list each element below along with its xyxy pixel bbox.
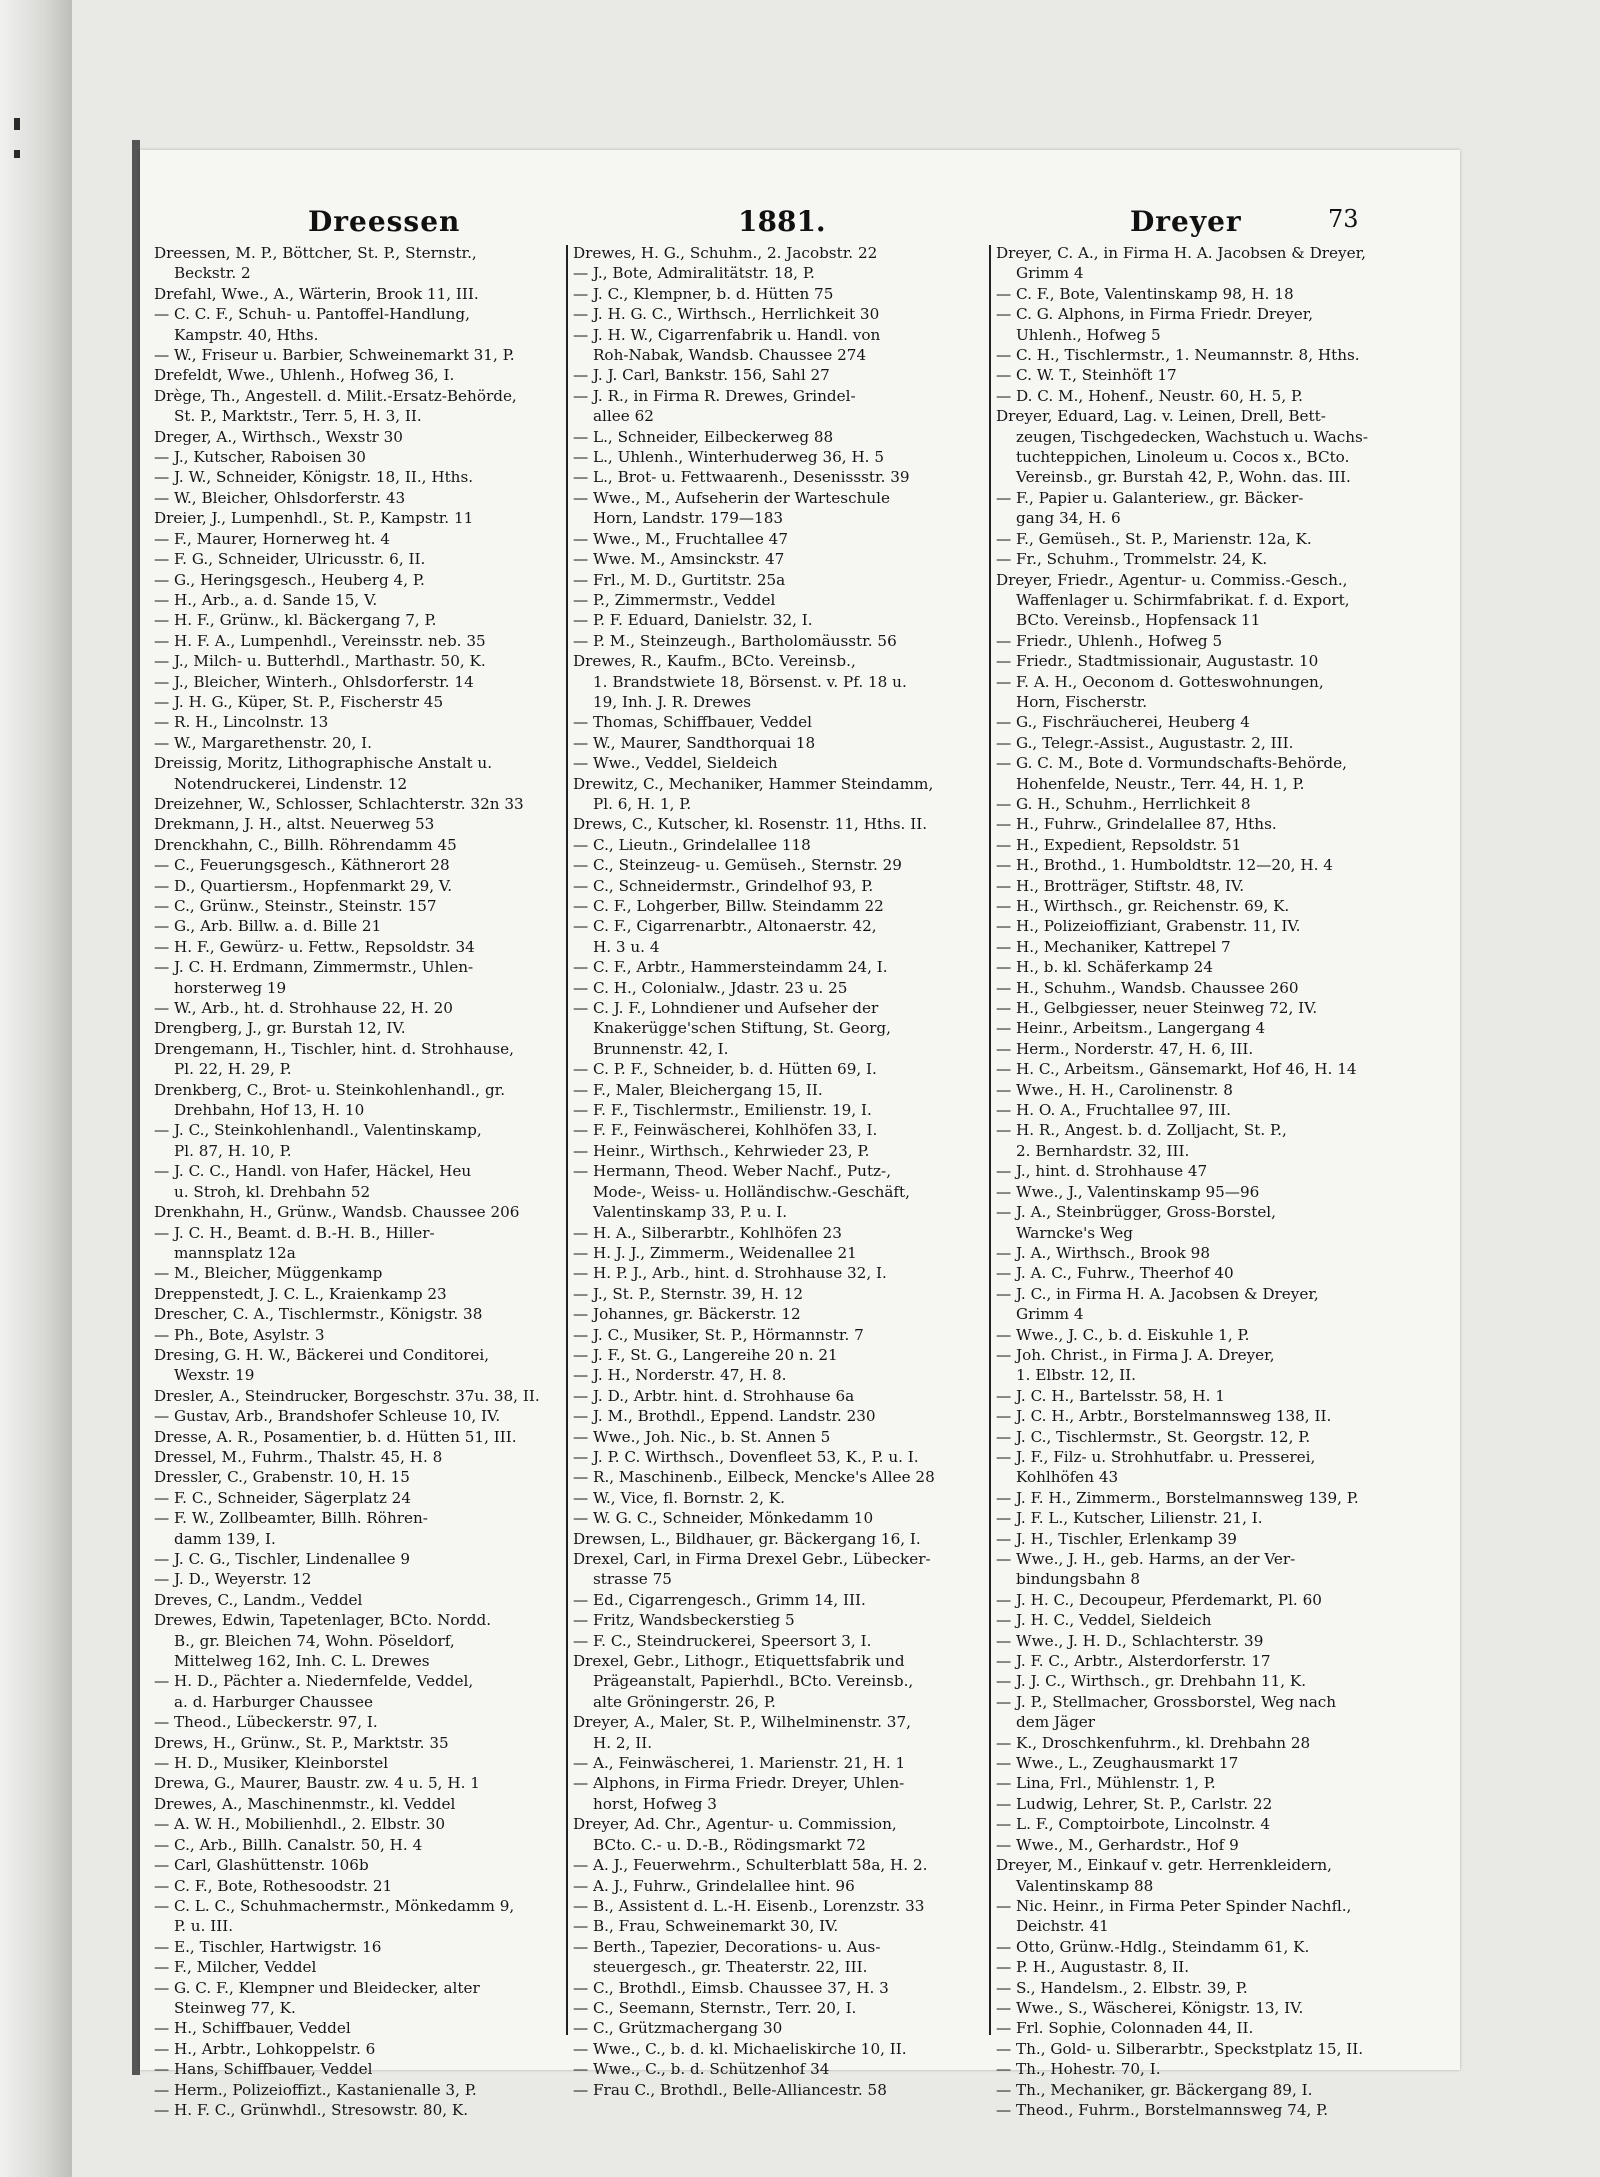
directory-entry-line: — S., Handelsm., 2. Elbstr. 39, P. — [996, 1978, 1248, 1997]
directory-entry-line: — J. C. H., Beamt. d. B.-H. B., Hiller- — [154, 1223, 435, 1242]
directory-entry-line: — W., Vice, fl. Bornstr. 2, K. — [573, 1488, 785, 1507]
directory-entry-line: — Wwe., Joh. Nic., b. St. Annen 5 — [573, 1427, 831, 1446]
directory-entry-line: allee 62 — [593, 407, 654, 426]
directory-entry-line: Mittelweg 162, Inh. C. L. Drewes — [174, 1652, 430, 1671]
directory-entry-line: Drexel, Carl, in Firma Drexel Gebr., Lübecker- — [573, 1550, 931, 1568]
directory-entry-line: Prägeanstalt, Papierhdl., BCto. Vereinsb., — [593, 1672, 914, 1691]
directory-entry-line: Drège, Th., Angestell. d. Milit.-Ersatz-Behörde, — [154, 386, 517, 405]
directory-entry-line: — W., Bleicher, Ohlsdorferstr. 43 — [154, 488, 406, 507]
directory-entry-line: tuchteppichen, Linoleum u. Cocos x., BCto. — [1016, 448, 1350, 467]
directory-entry-line: Drenkberg, C., Brot- u. Steinkohlenhandl., gr. — [154, 1080, 506, 1099]
directory-entry-line: — C., Arb., Billh. Canalstr. 50, H. 4 — [154, 1835, 423, 1854]
directory-entry-line: — J., hint. d. Strohhause 47 — [996, 1162, 1208, 1181]
directory-entry-line: — Th., Hohestr. 70, I. — [996, 2060, 1161, 2079]
directory-entry-line: — J. F., St. G., Langereihe 20 n. 21 — [573, 1345, 838, 1364]
directory-entry-line: — Frl. Sophie, Colonnaden 44, II. — [996, 2019, 1254, 2038]
directory-entry-line: Waffenlager u. Schirmfabrikat. f. d. Export, — [1016, 590, 1350, 609]
directory-entry-line: — J. J. Carl, Bankstr. 156, Sahl 27 — [573, 366, 830, 385]
directory-entry-line: — C. F., Bote, Valentinskamp 98, H. 18 — [996, 284, 1294, 303]
directory-entry-line: — H., Expedient, Repsoldstr. 51 — [996, 835, 1242, 854]
directory-entry-line: — Wwe., M., Gerhardstr., Hof 9 — [996, 1835, 1239, 1854]
directory-entry-line: P. u. III. — [174, 1917, 234, 1936]
directory-entry-line: — H., Wirthsch., gr. Reichenstr. 69, K. — [996, 897, 1290, 915]
directory-entry-line: Drexel, Gebr., Lithogr., Etiquettsfabrik und — [573, 1652, 905, 1671]
directory-entry-line: Drews, C., Kutscher, kl. Rosenstr. 11, Hths. II. — [573, 815, 928, 834]
directory-entry-line: — F. C., Steindruckerei, Speersort 3, I. — [573, 1631, 872, 1650]
directory-entry-line: — G., Fischräucherei, Heuberg 4 — [996, 713, 1250, 732]
directory-entry-line: — J. H. G. C., Wirthsch., Herrlichkeit 30 — [573, 305, 880, 324]
directory-entry-line: u. Stroh, kl. Drehbahn 52 — [174, 1182, 371, 1201]
directory-entry-line: Dreyer, A., Maler, St. P., Wilhelminenstr. 37, — [573, 1713, 911, 1732]
column-rule — [566, 245, 568, 2035]
directory-entry-line: Horn, Fischerstr. — [1016, 692, 1148, 711]
directory-entry-line: — Johannes, gr. Bäckerstr. 12 — [573, 1305, 801, 1324]
directory-entry-line: — P. M., Steinzeugh., Bartholomäusstr. 56 — [573, 631, 897, 650]
directory-entry-line: — Herm., Norderstr. 47, H. 6, III. — [996, 1039, 1254, 1058]
directory-entry-line: 1. Elbstr. 12, II. — [1016, 1366, 1136, 1385]
directory-entry-line: — Nic. Heinr., in Firma Peter Spinder Nachfl., — [996, 1896, 1352, 1915]
directory-entry-line: — C. L. C., Schuhmachermstr., Mönkedamm 9, — [154, 1896, 515, 1915]
directory-entry-line: a. d. Harburger Chaussee — [174, 1692, 374, 1711]
directory-entry-line: — C., Schneidermstr., Grindelhof 93, P. — [573, 876, 874, 895]
directory-entry-line: — F. G., Schneider, Ulricusstr. 6, II. — [154, 550, 426, 569]
directory-entry-line: — F., Maurer, Hornerweg ht. 4 — [154, 529, 390, 548]
directory-entry-line: Kohlhöfen 43 — [1016, 1468, 1119, 1487]
directory-entry-line: Vereinsb., gr. Burstah 42, P., Wohn. das. III. — [1016, 468, 1351, 487]
directory-entry-line: — F. W., Zollbeamter, Billh. Röhren- — [154, 1509, 428, 1528]
directory-entry-line: — H. F., Grünw., kl. Bäckergang 7, P. — [154, 611, 437, 630]
directory-entry-line: — C. F., Bote, Rothesoodstr. 21 — [154, 1876, 393, 1895]
directory-entry-line: — A. J., Feuerwehrm., Schulterblatt 58a, H. 2. — [573, 1856, 928, 1875]
directory-page — [140, 150, 1460, 2119]
directory-entry-line: Grimm 4 — [1016, 1305, 1084, 1324]
directory-entry-line: — Heinr., Arbeitsm., Langergang 4 — [996, 1019, 1266, 1038]
directory-entry-line: — Wwe., C., b. d. Schützenhof 34 — [573, 2060, 830, 2079]
directory-entry-line: — F., Gemüseh., St. P., Marienstr. 12a, K. — [996, 529, 1312, 548]
header-right-keyword: Dreyer — [1130, 205, 1242, 238]
directory-entry-line: — G., Heringsgesch., Heuberg 4, P. — [154, 570, 425, 589]
directory-entry-line: — Wwe. M., Amsinckstr. 47 — [573, 550, 785, 569]
directory-entry-line: — Otto, Grünw.-Hdlg., Steindamm 61, K. — [996, 1937, 1310, 1956]
directory-entry-line: — J. D., Arbtr. hint. d. Strohhause 6a — [573, 1386, 855, 1405]
directory-entry-line: — R. H., Lincolnstr. 13 — [154, 713, 329, 732]
directory-entry-line: strasse 75 — [593, 1570, 672, 1589]
directory-entry-line: Drews, H., Grünw., St. P., Marktstr. 35 — [154, 1733, 449, 1752]
directory-entry-line: — H. C., Arbeitsm., Gänsemarkt, Hof 46, H. 14 — [996, 1060, 1357, 1079]
directory-entry-line: Drefahl, Wwe., A., Wärterin, Brook 11, III. — [154, 284, 479, 303]
directory-entry-line: — H., Brotträger, Stiftstr. 48, IV. — [996, 876, 1245, 895]
directory-entry-line: — G. C. M., Bote d. Vormundschafts-Behörde, — [996, 754, 1347, 773]
directory-entry-line: — C. F., Cigarrenarbtr., Altonaerstr. 42, — [573, 917, 877, 936]
directory-entry-line: Dreier, J., Lumpenhdl., St. P., Kampstr. 11 — [154, 509, 474, 528]
directory-entry-line: Drewsen, L., Bildhauer, gr. Bäckergang 16, I. — [573, 1529, 921, 1548]
directory-entry-line: — J. C., Tischlermstr., St. Georgstr. 12, P. — [996, 1427, 1311, 1446]
directory-entry-line: Dresler, A., Steindrucker, Borgeschstr. 37u. 38, II. — [154, 1386, 540, 1405]
directory-entry-line: — L., Schneider, Eilbeckerweg 88 — [573, 427, 834, 446]
directory-entry-line: Beckstr. 2 — [174, 264, 251, 283]
directory-entry-line: — H., Brothd., 1. Humboldtstr. 12—20, H. 4 — [996, 856, 1333, 875]
directory-entry-line: — C. J. F., Lohndiener und Aufseher der — [573, 999, 879, 1018]
directory-entry-line: Dreves, C., Landm., Veddel — [154, 1590, 363, 1609]
directory-entry-line: — H. D., Pächter a. Niedernfelde, Veddel, — [154, 1672, 474, 1691]
directory-entry-line: — J. H. C., Decoupeur, Pferdemarkt, Pl. 60 — [996, 1590, 1322, 1609]
directory-entry-line: — Hans, Schiffbauer, Veddel — [154, 2060, 373, 2079]
directory-entry-line: — G., Arb. Billw. a. d. Bille 21 — [154, 917, 382, 936]
directory-entry-line: — Theod., Lübeckerstr. 97, I. — [154, 1713, 378, 1732]
directory-entry-line: — L., Brot- u. Fettwaarenh., Desenissstr. 39 — [573, 468, 910, 487]
directory-entry-line: 2. Bernhardstr. 32, III. — [1016, 1141, 1190, 1160]
directory-entry-line: H. 2, II. — [593, 1733, 653, 1752]
directory-entry-line: Pl. 87, H. 10, P. — [174, 1141, 292, 1160]
directory-entry-line: — J. C., Musiker, St. P., Hörmannstr. 7 — [573, 1325, 864, 1344]
directory-entry-line: — J. H. C., Veddel, Sieldeich — [996, 1611, 1212, 1630]
directory-entry-line: — A., Feinwäscherei, 1. Marienstr. 21, H. 1 — [573, 1754, 906, 1773]
directory-entry-line: — Wwe., H. H., Carolinenstr. 8 — [996, 1080, 1233, 1099]
column-3 — [996, 243, 1408, 2119]
directory-entry-line: 1. Brandstwiete 18, Börsenst. v. Pf. 18 u. — [593, 672, 907, 691]
directory-entry-line: — J. F. H., Zimmerm., Borstelmannsweg 139, P. — [996, 1488, 1359, 1507]
directory-entry-line: — Wwe., J. H., geb. Harms, an der Ver- — [996, 1550, 1296, 1568]
directory-entry-line: — Fr., Schuhm., Trommelstr. 24, K. — [996, 550, 1268, 569]
directory-entry-line: Drescher, C. A., Tischlermstr., Königstr. 38 — [154, 1305, 483, 1324]
directory-entry-line: — H. D., Musiker, Kleinborstel — [154, 1754, 389, 1773]
directory-entry-line: — Alphons, in Firma Friedr. Dreyer, Uhlen- — [573, 1774, 905, 1793]
directory-entry-line: — L., Uhlenh., Winterhuderweg 36, H. 5 — [573, 448, 885, 467]
page-edge — [132, 140, 140, 2075]
directory-entry-line: — C. P. F., Schneider, b. d. Hütten 69, I. — [573, 1060, 877, 1079]
directory-entry-line: Dreessen, M. P., Böttcher, St. P., Sternstr., — [154, 244, 477, 262]
directory-entry-line: — H., Arbtr., Lohkoppelstr. 6 — [154, 2039, 376, 2058]
directory-entry-line: — Ph., Bote, Asylstr. 3 — [154, 1325, 325, 1344]
directory-entry-line: — Wwe., J. H. D., Schlachterstr. 39 — [996, 1631, 1264, 1650]
page-number: 73 — [1328, 205, 1359, 233]
directory-entry-line: — C., Brothdl., Eimsb. Chaussee 37, H. 3 — [573, 1978, 889, 1997]
directory-entry-line: — F., Milcher, Veddel — [154, 1958, 317, 1977]
directory-entry-line: — B., Assistent d. L.-H. Eisenb., Lorenzstr. 33 — [573, 1896, 925, 1915]
directory-entry-line: — J. C. H. Erdmann, Zimmermstr., Uhlen- — [154, 958, 474, 977]
directory-entry-line: Uhlenh., Hofweg 5 — [1016, 325, 1161, 344]
directory-entry-line: Drenkhahn, H., Grünw., Wandsb. Chaussee 206 — [154, 1203, 520, 1222]
directory-entry-line: — Wwe., M., Fruchtallee 47 — [573, 529, 788, 548]
directory-entry-line: — J. C. H., Arbtr., Borstelmannsweg 138, II. — [996, 1407, 1332, 1426]
directory-entry-line: Dreyer, C. A., in Firma H. A. Jacobsen & Dreyer, — [996, 244, 1367, 262]
directory-entry-line: Wexstr. 19 — [174, 1366, 255, 1385]
directory-entry-line: B., gr. Bleichen 74, Wohn. Pöseldorf, — [174, 1631, 455, 1650]
directory-entry-line: — H., Mechaniker, Kattrepel 7 — [996, 937, 1231, 956]
directory-entry-line: — J. C., Klempner, b. d. Hütten 75 — [573, 284, 834, 303]
directory-entry-line: — Berth., Tapezier, Decorations- u. Aus- — [573, 1937, 881, 1956]
directory-entry-line: — Frau C., Brothdl., Belle-Alliancestr. 58 — [573, 2080, 887, 2099]
directory-entry-line: Pl. 22, H. 29, P. — [174, 1060, 292, 1079]
directory-entry-line: — H. P. J., Arb., hint. d. Strohhause 32, I. — [573, 1264, 887, 1283]
directory-entry-line: Dresse, A. R., Posamentier, b. d. Hütten 51, III. — [154, 1427, 517, 1446]
directory-entry-line: St. P., Marktstr., Terr. 5, H. 3, II. — [174, 407, 422, 426]
directory-entry-line: — H. F. C., Grünwhdl., Stresowstr. 80, K. — [154, 2100, 469, 2119]
directory-entry-line: BCto. C.- u. D.-B., Rödingsmarkt 72 — [593, 1835, 866, 1854]
directory-entry-line: Drefeldt, Wwe., Uhlenh., Hofweg 36, I. — [154, 366, 455, 385]
directory-entry-line: — C. C. F., Schuh- u. Pantoffel-Handlung, — [154, 305, 470, 324]
directory-entry-line: Dressler, C., Grabenstr. 10, H. 15 — [154, 1468, 410, 1487]
header-year: 1881. — [738, 205, 826, 238]
directory-entry-line: — J. A., Steinbrügger, Gross-Borstel, — [996, 1203, 1276, 1222]
directory-entry-line: Drengberg, J., gr. Burstah 12, IV. — [154, 1019, 406, 1038]
directory-entry-line: — Wwe., Veddel, Sieldeich — [573, 754, 778, 773]
directory-entry-line: — J. H., Norderstr. 47, H. 8. — [573, 1366, 787, 1385]
directory-entry-line: — G. H., Schuhm., Herrlichkeit 8 — [996, 794, 1251, 813]
directory-entry-line: — H., Schiffbauer, Veddel — [154, 2019, 351, 2038]
directory-entry-line: — D. C. M., Hohenf., Neustr. 60, H. 5, P. — [996, 386, 1303, 405]
directory-entry-line: — J. H. W., Cigarrenfabrik u. Handl. von — [573, 325, 881, 344]
directory-entry-line: — H. A., Silberarbtr., Kohlhöfen 23 — [573, 1223, 842, 1242]
directory-entry-line: — K., Droschkenfuhrm., kl. Drehbahn 28 — [996, 1733, 1311, 1752]
directory-entry-line: — H. F. A., Lumpenhdl., Vereinsstr. neb. 35 — [154, 631, 486, 650]
directory-entry-line: — Wwe., J. C., b. d. Eiskuhle 1, P. — [996, 1325, 1250, 1344]
directory-entry-line: — D., Quartiersm., Hopfenmarkt 29, V. — [154, 876, 453, 895]
directory-entry-line: — Theod., Fuhrm., Borstelmannsweg 74, P. — [996, 2100, 1329, 2119]
directory-entry-line: — J., St. P., Sternstr. 39, H. 12 — [573, 1284, 804, 1303]
directory-entry-line: BCto. Vereinsb., Hopfensack 11 — [1016, 611, 1261, 630]
directory-entry-line: Kampstr. 40, Hths. — [174, 325, 319, 344]
directory-entry-line: Drewes, A., Maschinenmstr., kl. Veddel — [154, 1794, 456, 1813]
directory-entry-line: — W., Friseur u. Barbier, Schweinemarkt 31, P. — [154, 346, 515, 365]
directory-entry-line: — C., Feuerungsgesch., Käthnerort 28 — [154, 856, 450, 875]
directory-entry-line: — F. F., Tischlermstr., Emilienstr. 19, I. — [573, 1101, 872, 1120]
directory-entry-line: — C. W. T., Steinhöft 17 — [996, 366, 1177, 385]
directory-entry-line: Drewes, H. G., Schuhm., 2. Jacobstr. 22 — [573, 244, 878, 262]
directory-entry-line: — H. R., Angest. b. d. Zolljacht, St. P., — [996, 1121, 1287, 1140]
directory-entry-line: — W. G. C., Schneider, Mönkedamm 10 — [573, 1509, 874, 1528]
directory-entry-line: — C., Steinzeug- u. Gemüseh., Sternstr. 29 — [573, 856, 902, 875]
directory-entry-line: Deichstr. 41 — [1016, 1917, 1109, 1936]
directory-entry-line: — J. W., Schneider, Königstr. 18, II., Hths. — [154, 468, 474, 487]
directory-entry-line: — H., Arb., a. d. Sande 15, V. — [154, 590, 378, 609]
directory-entry-line: — G. C. F., Klempner und Bleidecker, alter — [154, 1978, 480, 1997]
directory-entry-line: Drengemann, H., Tischler, hint. d. Strohhause, — [154, 1039, 514, 1058]
directory-entry-line: — J., Kutscher, Raboisen 30 — [154, 448, 366, 467]
directory-entry-line: 19, Inh. J. R. Drewes — [593, 692, 752, 711]
directory-entry-line: Drewitz, C., Mechaniker, Hammer Steindamm, — [573, 774, 934, 793]
directory-entry-line: — F., Papier u. Galanteriew., gr. Bäcker- — [996, 488, 1304, 507]
directory-entry-line: — P. H., Augustastr. 8, II. — [996, 1958, 1190, 1977]
directory-entry-line: — J., Bote, Admiralitätstr. 18, P. — [573, 264, 815, 283]
directory-entry-line: — W., Maurer, Sandthorquai 18 — [573, 733, 816, 752]
directory-entry-line: — P., Zimmermstr., Veddel — [573, 590, 776, 609]
directory-entry-line: mannsplatz 12a — [174, 1243, 296, 1262]
directory-entry-line: — J., Bleicher, Winterh., Ohlsdorferstr. 14 — [154, 672, 474, 691]
directory-entry-line: — J. F., Filz- u. Strohhutfabr. u. Presserei, — [996, 1447, 1316, 1466]
directory-entry-line: Valentinskamp 33, P. u. I. — [593, 1203, 788, 1222]
directory-entry-line: Dresing, G. H. W., Bäckerei und Conditorei, — [154, 1345, 490, 1364]
directory-entry-line: — R., Maschinenb., Eilbeck, Mencke's Allee 28 — [573, 1468, 935, 1487]
directory-entry-line: — J. C. H., Bartelsstr. 58, H. 1 — [996, 1386, 1225, 1405]
directory-entry-line: — H. F., Gewürz- u. Fettw., Repsoldstr. 34 — [154, 937, 475, 956]
directory-entry-line: Brunnenstr. 42, I. — [593, 1039, 729, 1058]
directory-entry-line: Dreger, A., Wirthsch., Wexstr 30 — [154, 427, 403, 446]
directory-entry-line: — Herm., Polizeioffizt., Kastanienalle 3, P. — [154, 2080, 477, 2099]
directory-entry-line: — F. F., Feinwäscherei, Kohlhöfen 33, I. — [573, 1121, 878, 1140]
directory-entry-line: Drehbahn, Hof 13, H. 10 — [174, 1101, 365, 1120]
directory-entry-line: Dreppenstedt, J. C. L., Kraienkamp 23 — [154, 1284, 447, 1303]
directory-entry-line: — Lina, Frl., Mühlenstr. 1, P. — [996, 1774, 1216, 1793]
directory-entry-line: — A. J., Fuhrw., Grindelallee hint. 96 — [573, 1876, 855, 1895]
directory-entry-line: — Hermann, Theod. Weber Nachf., Putz-, — [573, 1162, 892, 1181]
directory-entry-line: Drewes, R., Kaufm., BCto. Vereinsb., — [573, 652, 856, 671]
directory-entry-line: dem Jäger — [1016, 1713, 1096, 1732]
directory-entry-line: Warncke's Weg — [1016, 1223, 1133, 1242]
directory-entry-line: alte Gröningerstr. 26, P. — [593, 1692, 776, 1711]
directory-entry-line: — C. H., Colonialw., Jdastr. 23 u. 25 — [573, 978, 848, 997]
directory-entry-line: Notendruckerei, Lindenstr. 12 — [174, 774, 408, 793]
directory-entry-line: — Friedr., Uhlenh., Hofweg 5 — [996, 631, 1223, 650]
directory-entry-line: — J. F. L., Kutscher, Lilienstr. 21, I. — [996, 1509, 1263, 1528]
directory-entry-line: — J. F. C., Arbtr., Alsterdorferstr. 17 — [996, 1652, 1271, 1671]
directory-entry-line: Knakerügge'schen Stiftung, St. Georg, — [593, 1019, 891, 1038]
directory-entry-line: — C., Lieutn., Grindelallee 118 — [573, 835, 811, 854]
directory-entry-line: Hohenfelde, Neustr., Terr. 44, H. 1, P. — [1016, 774, 1305, 793]
directory-entry-line: Steinweg 77, K. — [174, 1998, 296, 2017]
directory-entry-line: Grimm 4 — [1016, 264, 1084, 283]
directory-entry-line: Roh-Nabak, Wandsb. Chaussee 274 — [593, 346, 867, 365]
directory-entry-line: — J. P., Stellmacher, Grossborstel, Weg nach — [996, 1692, 1337, 1711]
directory-entry-line: — J. H., Tischler, Erlenkamp 39 — [996, 1529, 1237, 1548]
directory-entry-line: — J. C., in Firma H. A. Jacobsen & Dreyer, — [996, 1284, 1319, 1303]
directory-entry-line: Dreissig, Moritz, Lithographische Anstalt u. — [154, 754, 493, 773]
directory-entry-line: steuergesch., gr. Theaterstr. 22, III. — [593, 1958, 868, 1977]
directory-entry-line: Dreyer, Ad. Chr., Agentur- u. Commission, — [573, 1815, 897, 1834]
directory-entry-line: Dreyer, Friedr., Agentur- u. Commiss.-Gesch., — [996, 570, 1348, 589]
page-header — [140, 205, 1460, 239]
directory-entry-line: — Wwe., J., Valentinskamp 95—96 — [996, 1182, 1260, 1201]
directory-entry-line: — C. F., Lohgerber, Billw. Steindamm 22 — [573, 897, 884, 915]
directory-entry-line: horsterweg 19 — [174, 978, 287, 997]
directory-entry-line: — H. J. J., Zimmerm., Weidenallee 21 — [573, 1243, 857, 1262]
directory-entry-line: — F., Maler, Bleichergang 15, II. — [573, 1080, 823, 1099]
directory-entry-line: — Th., Gold- u. Silberarbtr., Speckstplatz 15, II. — [996, 2039, 1364, 2058]
directory-entry-line: — B., Frau, Schweinemarkt 30, IV. — [573, 1917, 839, 1936]
directory-entry-line: Dreyer, Eduard, Lag. v. Leinen, Drell, Bett- — [996, 407, 1326, 426]
directory-entry-line: — J. C., Steinkohlenhandl., Valentinskamp, — [154, 1121, 482, 1140]
directory-entry-line: — H., b. kl. Schäferkamp 24 — [996, 958, 1213, 977]
directory-entry-line: horst, Hofweg 3 — [593, 1794, 717, 1813]
left-margin — [0, 0, 72, 2177]
directory-entry-line: — H. O. A., Fruchtallee 97, III. — [996, 1101, 1231, 1120]
directory-entry-line: Dreizehner, W., Schlosser, Schlachterstr. 32n 33 — [154, 794, 524, 813]
directory-entry-line: — C. H., Tischlermstr., 1. Neumannstr. 8, Hths. — [996, 346, 1360, 365]
directory-entry-line: — Wwe., C., b. d. kl. Michaeliskirche 10, II. — [573, 2039, 907, 2058]
directory-entry-line: Mode-, Weiss- u. Holländischw.-Geschäft, — [593, 1182, 910, 1201]
directory-entry-line: — J. H. G., Küper, St. P., Fischerstr 45 — [154, 692, 444, 711]
directory-entry-line: — J. A., Wirthsch., Brook 98 — [996, 1243, 1211, 1262]
directory-entry-line: Drewes, Edwin, Tapetenlager, BCto. Nordd. — [154, 1611, 492, 1630]
directory-entry-line: — Frl., M. D., Gurtitstr. 25a — [573, 570, 786, 589]
directory-entry-line: — Ed., Cigarrengesch., Grimm 14, III. — [573, 1590, 866, 1609]
directory-entry-line: Drewa, G., Maurer, Baustr. zw. 4 u. 5, H. 1 — [154, 1774, 480, 1793]
directory-entry-line: bindungsbahn 8 — [1016, 1570, 1140, 1589]
directory-entry-line: — J. M., Brothdl., Eppend. Landstr. 230 — [573, 1407, 876, 1426]
directory-entry-line: — M., Bleicher, Müggenkamp — [154, 1264, 383, 1283]
directory-entry-line: — W., Margarethenstr. 20, I. — [154, 733, 372, 752]
directory-entry-line: — C. F., Arbtr., Hammersteindamm 24, I. — [573, 958, 888, 977]
margin-speck — [14, 118, 20, 130]
directory-entry-line: — Gustav, Arb., Brandshofer Schleuse 10, IV. — [154, 1407, 501, 1426]
directory-entry-line: — L. F., Comptoirbote, Lincolnstr. 4 — [996, 1815, 1271, 1834]
directory-entry-line: — H., Fuhrw., Grindelallee 87, Hths. — [996, 815, 1277, 834]
directory-entry-line: — C. G. Alphons, in Firma Friedr. Dreyer, — [996, 305, 1314, 324]
directory-entry-line: — Th., Mechaniker, gr. Bäckergang 89, I. — [996, 2080, 1313, 2099]
directory-entry-line: — J. P. C. Wirthsch., Dovenfleet 53, K., P. u. I. — [573, 1447, 919, 1466]
directory-entry-line: Pl. 6, H. 1, P. — [593, 794, 692, 813]
directory-entry-line: — C., Seemann, Sternstr., Terr. 20, I. — [573, 1998, 857, 2017]
directory-entry-line: damm 139, I. — [174, 1529, 276, 1548]
directory-entry-line: — J. C. G., Tischler, Lindenallee 9 — [154, 1550, 410, 1568]
directory-entry-line: H. 3 u. 4 — [593, 937, 660, 956]
directory-entry-line: — J. A. C., Fuhrw., Theerhof 40 — [996, 1264, 1234, 1283]
directory-entry-line: — H., Gelbgiesser, neuer Steinweg 72, IV. — [996, 999, 1318, 1018]
directory-entry-line: — Friedr., Stadtmissionair, Augustastr. 10 — [996, 652, 1319, 671]
directory-entry-line: — H., Schuhm., Wandsb. Chaussee 260 — [996, 978, 1299, 997]
directory-entry-line: — Joh. Christ., in Firma J. A. Dreyer, — [996, 1345, 1275, 1364]
directory-entry-line: Valentinskamp 88 — [1016, 1876, 1154, 1895]
directory-entry-line: Drenckhahn, C., Billh. Röhrendamm 45 — [154, 835, 457, 854]
directory-entry-line: Drekmann, J. H., altst. Neuerweg 53 — [154, 815, 435, 834]
directory-entry-line: — Thomas, Schiffbauer, Veddel — [573, 713, 812, 732]
margin-speck — [14, 150, 20, 158]
directory-entry-line: — Fritz, Wandsbeckerstieg 5 — [573, 1611, 795, 1630]
directory-entry-line: — P. F. Eduard, Danielstr. 32, I. — [573, 611, 813, 630]
directory-entry-line: — C., Grützmachergang 30 — [573, 2019, 783, 2038]
directory-entry-line: — J. C. C., Handl. von Hafer, Häckel, Heu — [154, 1162, 472, 1181]
column-rule — [989, 245, 991, 2035]
directory-entry-line: — Wwe., L., Zeughausmarkt 17 — [996, 1754, 1239, 1773]
directory-entry-line: — W., Arb., ht. d. Strohhause 22, H. 20 — [154, 999, 453, 1018]
directory-entry-line: — Wwe., M., Aufseherin der Warteschule — [573, 488, 890, 507]
column-2 — [573, 243, 983, 2099]
directory-entry-line: — A. W. H., Mobilienhdl., 2. Elbstr. 30 — [154, 1815, 446, 1834]
directory-entry-line: Dressel, M., Fuhrm., Thalstr. 45, H. 8 — [154, 1447, 443, 1466]
directory-entry-line: Dreyer, M., Einkauf v. getr. Herrenkleidern, — [996, 1856, 1332, 1875]
directory-entry-line: — J. R., in Firma R. Drewes, Grindel- — [573, 386, 856, 405]
header-left-keyword: Dreessen — [308, 205, 461, 238]
directory-entry-line: — E., Tischler, Hartwigstr. 16 — [154, 1937, 382, 1956]
directory-entry-line: Horn, Landstr. 179—183 — [593, 509, 784, 528]
directory-entry-line: zeugen, Tischgedecken, Wachstuch u. Wachs- — [1016, 427, 1368, 446]
directory-entry-line: — C., Grünw., Steinstr., Steinstr. 157 — [154, 897, 437, 915]
directory-entry-line: — F. A. H., Oeconom d. Gotteswohnungen, — [996, 672, 1324, 691]
directory-entry-line: — H., Polizeioffiziant, Grabenstr. 11, IV. — [996, 917, 1301, 936]
directory-entry-line: — Carl, Glashüttenstr. 106b — [154, 1856, 369, 1875]
directory-entry-line: — J. D., Weyerstr. 12 — [154, 1570, 312, 1589]
directory-entry-line: — J., Milch- u. Butterhdl., Marthastr. 50, K. — [154, 652, 486, 671]
column-1 — [154, 243, 561, 2119]
directory-entry-line: — Wwe., S., Wäscherei, Königstr. 13, IV. — [996, 1998, 1304, 2017]
directory-entry-line: — F. C., Schneider, Sägerplatz 24 — [154, 1488, 411, 1507]
directory-entry-line: — Ludwig, Lehrer, St. P., Carlstr. 22 — [996, 1794, 1273, 1813]
directory-entry-line: — Heinr., Wirthsch., Kehrwieder 23, P. — [573, 1141, 870, 1160]
directory-entry-line: — G., Telegr.-Assist., Augustastr. 2, III. — [996, 733, 1294, 752]
directory-entry-line: — J. J. C., Wirthsch., gr. Drehbahn 11, K. — [996, 1672, 1307, 1691]
directory-entry-line: gang 34, H. 6 — [1016, 509, 1121, 528]
